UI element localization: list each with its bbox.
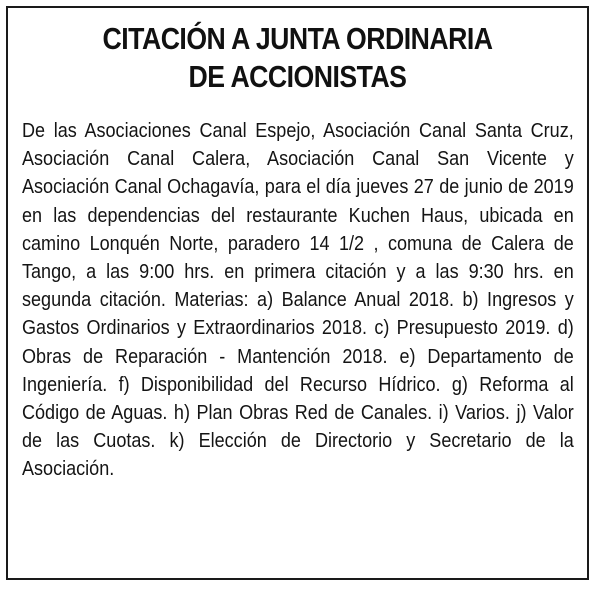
notice-box (6, 6, 589, 580)
notice-title (49, 20, 547, 96)
notice-title-line-1: CITACIÓN A JUNTA ORDINARIA (102, 21, 493, 56)
notice-title-line-2: DE ACCIONISTAS (188, 59, 407, 94)
notice-body-text: De las Asociaciones Canal Espejo, Asociación Canal Santa Cruz, Asociación Canal Calera, Asociación Canal San Vicente y Asociación Canal Ochagavía, para el día jueves 27 de junio de 2019 en las dependencias del restaurante Kuchen Haus, ubicada en camino Lonquén Norte, paradero 14 1/2 , comuna de Calera de Tango, a las 9:00 hrs. en primera citación y a las 9:30 hrs. en segunda citación. Materias: a) Balance Anual 2018. b) Ingresos y Gastos Ordinarios y Extraordinarios 2018. c) Presupuesto 2019. d) Obras de Reparación - Mantención 2018. e) Departamento de Ingeniería. f) Disponibilidad del Recurso Hídrico. g) Reforma al Código de Aguas. h) Plan Obras Red de Canales. i) Varios. j) Valor de las Cuotas. k) Elección de Directorio y Secretario de la Asociación. (22, 119, 574, 481)
